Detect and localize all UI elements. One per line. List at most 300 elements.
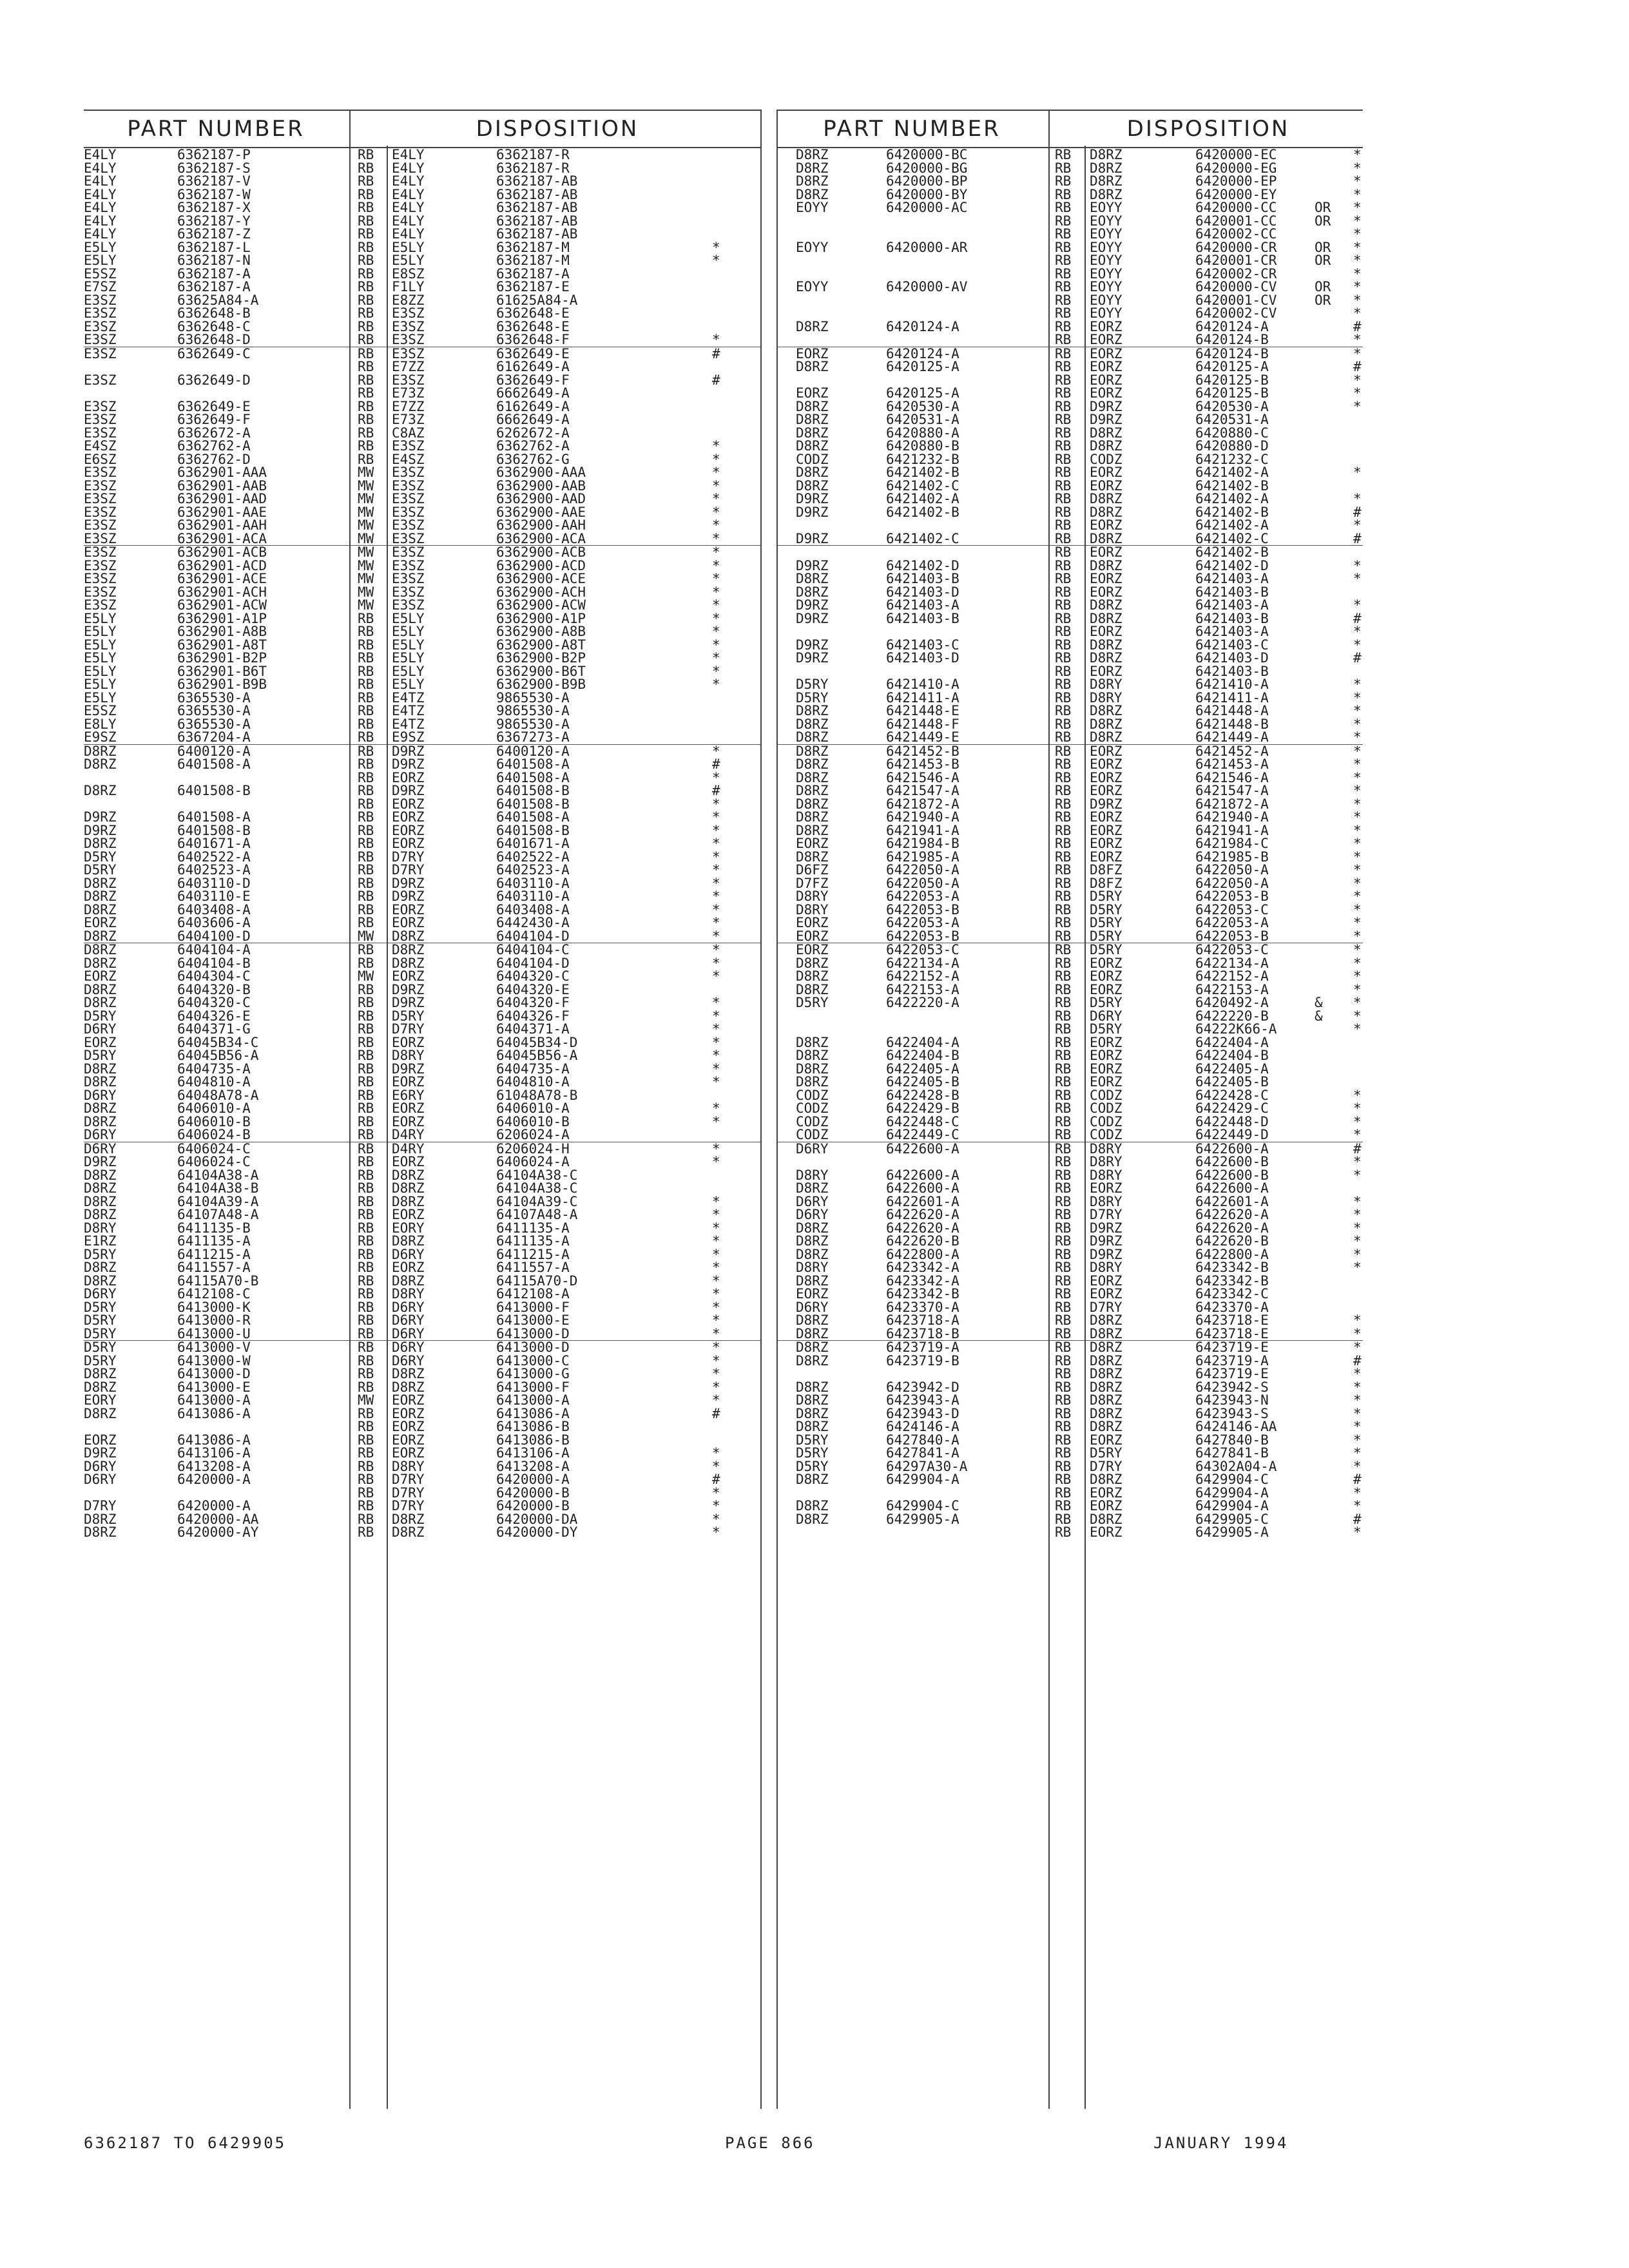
disposition-prefix: E3SZ — [392, 345, 425, 361]
part-prefix: E4LY — [84, 160, 117, 176]
disposition-number: 6421402-A — [1195, 465, 1269, 480]
disposition-prefix: D8RY — [1090, 1260, 1123, 1275]
table-row — [776, 1075, 1363, 1089]
mark: # — [1353, 504, 1362, 520]
mark: * — [1353, 253, 1362, 268]
part-prefix: EORY — [84, 1392, 117, 1408]
disposition-number: 6421453-A — [1195, 756, 1269, 772]
disposition-prefix: E5LY — [392, 624, 425, 639]
table-row — [776, 333, 1363, 347]
part-number: 6413000-V — [177, 1340, 251, 1355]
disposition-code: RB — [1055, 955, 1072, 971]
part-prefix: E3SZ — [84, 504, 117, 520]
part-prefix: D8RZ — [796, 716, 829, 732]
part-prefix: D8RZ — [84, 836, 117, 851]
part-prefix: D8RZ — [84, 942, 117, 957]
part-prefix: D5RY — [84, 1352, 117, 1369]
table-row — [84, 996, 760, 1010]
part-number: 6420000-AC — [886, 200, 968, 215]
table-row — [776, 731, 1363, 745]
disposition-prefix: EORZ — [392, 1154, 425, 1169]
part-number: 6420000-AV — [886, 279, 968, 294]
part-prefix: D8RZ — [796, 1273, 829, 1289]
part-prefix: D8RZ — [84, 928, 117, 944]
disposition-prefix: D8RZ — [392, 1233, 425, 1249]
disposition-prefix: D8RY — [392, 1458, 425, 1474]
table-row — [84, 453, 760, 466]
disposition-prefix: EORZ — [1090, 809, 1123, 825]
disposition-prefix: D8RZ — [392, 955, 425, 971]
mark: # — [1353, 1352, 1362, 1369]
part-prefix: D8RZ — [796, 438, 829, 454]
disposition-prefix: E4LY — [392, 147, 425, 162]
disposition-prefix: EOYY — [1090, 226, 1123, 242]
table-row — [84, 665, 760, 678]
disposition-prefix: D4RY — [392, 1127, 425, 1142]
mark: * — [712, 1193, 720, 1209]
disposition-code: RB — [358, 438, 374, 454]
disposition-number: 6421403-A — [1195, 624, 1269, 639]
table-row — [84, 1036, 760, 1050]
disposition-code: RB — [1055, 783, 1072, 798]
disposition-number: 6420000-CC — [1195, 200, 1277, 215]
table-row — [84, 1208, 760, 1222]
disposition-number: 6411557-A — [496, 1260, 570, 1275]
disposition-code: RB — [358, 253, 374, 268]
part-number: 6362901-ACE — [177, 571, 267, 586]
mark: * — [1353, 186, 1362, 202]
table-row — [84, 850, 760, 864]
part-prefix: E3SZ — [84, 465, 117, 480]
disposition-number: 6420124-B — [1195, 332, 1269, 347]
table-row — [84, 1049, 760, 1062]
disposition-code: RB — [1055, 571, 1072, 586]
disposition-prefix: D8RZ — [392, 1193, 425, 1209]
table-row — [84, 1446, 760, 1460]
table-row — [84, 771, 760, 785]
disposition-number: 6421402-A — [1195, 517, 1269, 533]
disposition-prefix: EORZ — [1090, 743, 1123, 759]
disposition-number: 6401508-B — [496, 822, 570, 838]
part-prefix: D8RZ — [84, 1061, 117, 1077]
part-number: 6423718-B — [886, 1325, 959, 1341]
disposition-number: 64045B56-A — [496, 1048, 578, 1063]
disposition-prefix: E5LY — [392, 637, 425, 653]
disposition-code: RB — [358, 160, 374, 176]
part-prefix: D8RZ — [796, 1419, 829, 1434]
disposition-code: RB — [1055, 769, 1072, 785]
disposition-code: RB — [1055, 1379, 1072, 1395]
disposition-prefix: EORZ — [1090, 477, 1123, 494]
disposition-number: 6423942-S — [1195, 1379, 1269, 1395]
part-prefix: D8RZ — [84, 1207, 117, 1222]
part-number: 6362901-AAD — [177, 491, 267, 506]
disposition-number: 6420000-DY — [496, 1524, 578, 1540]
part-prefix: E1RZ — [84, 1233, 117, 1249]
disposition-number: 64107A48-A — [496, 1207, 578, 1222]
table-row — [84, 1248, 760, 1262]
part-prefix: D8RZ — [796, 1379, 829, 1395]
mark: * — [1353, 769, 1362, 785]
disposition-prefix: D5RY — [1090, 915, 1123, 930]
disposition-number: 6420125-B — [1195, 372, 1269, 388]
disposition-prefix: D8RZ — [392, 1511, 425, 1527]
disposition-prefix: EOYY — [1090, 292, 1123, 308]
disposition-number: 6362900-AAA — [496, 465, 586, 480]
part-prefix: E5SZ — [84, 703, 117, 718]
disposition-prefix: D8RZ — [392, 1180, 425, 1196]
disposition-number: 6420125-A — [1195, 359, 1269, 374]
part-prefix: D8RZ — [84, 875, 117, 891]
right-disposition-header: DISPOSITION — [1126, 116, 1290, 142]
disposition-number: 6411135-A — [496, 1233, 570, 1249]
disposition-code: RB — [1055, 995, 1072, 1010]
disposition-number: 6421403-B — [1195, 610, 1269, 626]
mark: * — [712, 597, 720, 613]
disposition-number: 6420002-CV — [1195, 305, 1277, 321]
mark: # — [1353, 1140, 1362, 1157]
disposition-prefix: EORZ — [392, 1113, 425, 1129]
disposition-prefix: E4LY — [392, 186, 425, 202]
part-number: 6421232-B — [886, 451, 959, 467]
mark: * — [1353, 796, 1362, 812]
right-column — [776, 110, 1363, 1539]
disposition-number: 6362900-A8B — [496, 624, 586, 639]
mark: * — [712, 1074, 720, 1090]
disposition-prefix: EOYY — [1090, 213, 1123, 229]
disposition-code: RB — [1055, 1392, 1072, 1408]
disposition-prefix: EOYY — [1090, 305, 1123, 321]
part-prefix: D5RY — [796, 689, 829, 706]
disposition-prefix: D7RY — [392, 849, 425, 865]
table-row — [84, 1222, 760, 1235]
part-prefix: D8RZ — [796, 849, 829, 865]
disposition-number: 6362900-B6T — [496, 663, 586, 679]
table-row — [84, 175, 760, 188]
table-row — [84, 1526, 760, 1539]
disposition-code: RB — [358, 1021, 374, 1037]
part-prefix: D9RZ — [84, 809, 117, 825]
disposition-number: 6420530-A — [1195, 398, 1269, 414]
disposition-code: MW — [358, 597, 374, 613]
disposition-number: 6206024-A — [496, 1127, 570, 1142]
disposition-prefix: E8ZZ — [392, 292, 425, 308]
disposition-code: RB — [358, 412, 374, 427]
mark: * — [712, 1485, 720, 1501]
table-row — [84, 890, 760, 903]
disposition-prefix: EORZ — [1090, 663, 1123, 679]
disposition-number: 6413000-E — [496, 1312, 570, 1328]
disposition-prefix: EORZ — [392, 1034, 425, 1050]
disposition-number: 6367273-A — [496, 729, 570, 745]
disposition-prefix: EORZ — [1090, 1048, 1123, 1063]
mark: # — [1353, 610, 1362, 626]
disposition-code: RB — [1055, 1498, 1072, 1514]
part-number: 6362762-A — [177, 438, 251, 454]
table-row — [84, 1195, 760, 1209]
table-row — [84, 360, 760, 374]
table-row — [84, 333, 760, 347]
disposition-number: 6362187-M — [496, 239, 570, 255]
mark: # — [1353, 530, 1362, 546]
disposition-code: RB — [358, 809, 374, 825]
disposition-prefix: D9RZ — [392, 995, 425, 1010]
mark: # — [712, 345, 720, 361]
part-prefix: EORZ — [84, 1432, 117, 1448]
table-row — [776, 1049, 1363, 1062]
table-row — [84, 1169, 760, 1182]
disposition-prefix: D8RZ — [1090, 610, 1123, 626]
part-prefix: E3SZ — [84, 318, 117, 334]
table-row — [776, 307, 1363, 320]
disposition-code: RB — [1055, 477, 1072, 494]
part-prefix: E5LY — [84, 253, 117, 268]
part-number: 6422600-A — [886, 1140, 959, 1157]
disposition-code: RB — [1055, 703, 1072, 718]
disposition-prefix: EORY — [392, 1220, 425, 1236]
part-number: 6420124-A — [886, 345, 959, 361]
mark: * — [712, 530, 720, 546]
disposition-number: 6422050-A — [1195, 862, 1269, 878]
part-prefix: E4LY — [84, 173, 117, 189]
part-prefix: E3SZ — [84, 557, 117, 573]
table-row — [776, 957, 1363, 970]
disposition-number: 6420000-DA — [496, 1511, 578, 1527]
part-prefix: D8RZ — [796, 756, 829, 772]
disposition-code: RB — [358, 1113, 374, 1129]
disposition-prefix: D9RZ — [392, 1061, 425, 1077]
disposition-number: 6442430-A — [496, 915, 570, 930]
disposition-number: 6423718-E — [1195, 1312, 1269, 1328]
disposition-code: RB — [358, 279, 374, 294]
disposition-prefix: D5RY — [392, 1008, 425, 1024]
disposition-prefix: D8RY — [1090, 1140, 1123, 1157]
disposition-number: 6401508-A — [496, 809, 570, 825]
disposition-prefix: D8RZ — [1090, 557, 1123, 573]
disposition-number: 6422152-A — [1195, 968, 1269, 984]
disposition-number: 6362900-AAB — [496, 477, 586, 494]
disposition-prefix: D8RZ — [1090, 1511, 1123, 1527]
mark: * — [1353, 849, 1362, 865]
disposition-prefix: EORZ — [392, 1100, 425, 1116]
disposition-prefix: D8RY — [1090, 1193, 1123, 1209]
table-row — [84, 427, 760, 440]
disposition-prefix: D9RZ — [1090, 796, 1123, 812]
disposition-code: RB — [358, 729, 374, 745]
part-number: 6362901-A8B — [177, 624, 267, 639]
part-prefix: D5RY — [796, 1432, 829, 1448]
disposition-number: 6404104-D — [496, 955, 570, 971]
mark: * — [1353, 1246, 1362, 1262]
disposition-number: 6423718-E — [1195, 1325, 1269, 1341]
mark: * — [712, 1207, 720, 1222]
mark: * — [1353, 1458, 1362, 1474]
disposition-code: RB — [358, 451, 374, 467]
table-row — [84, 227, 760, 241]
disposition-code: MW — [358, 557, 374, 573]
disposition-code: RB — [1055, 650, 1072, 666]
part-number: 6362762-D — [177, 451, 251, 467]
part-number: 6362187-X — [177, 200, 251, 215]
disposition-code: RB — [1055, 716, 1072, 732]
table-row — [776, 1274, 1363, 1288]
disposition-prefix: E5LY — [392, 253, 425, 268]
table-row — [84, 347, 760, 361]
part-prefix: D8RZ — [796, 1034, 829, 1050]
disposition-code: RB — [358, 239, 374, 255]
table-row — [84, 1155, 760, 1169]
disposition-code: RB — [1055, 1273, 1072, 1289]
table-row — [776, 890, 1363, 903]
disposition-code: RB — [358, 1008, 374, 1024]
disposition-code: RB — [1055, 677, 1072, 692]
mark: * — [712, 995, 720, 1010]
table-row — [776, 996, 1363, 1010]
part-number: 6362901-B2P — [177, 650, 267, 666]
mark: * — [1353, 1498, 1362, 1514]
disposition-prefix: E3SZ — [392, 584, 425, 600]
part-prefix: EORZ — [796, 928, 829, 944]
disposition-number: 64104A38-C — [496, 1167, 578, 1183]
disposition-code: RB — [1055, 1260, 1072, 1275]
part-number: 6362901-A8T — [177, 637, 267, 653]
part-prefix: D9RZ — [796, 610, 829, 626]
disposition-number: 6422428-C — [1195, 1087, 1269, 1103]
left-rows — [84, 148, 760, 1539]
disposition-number: 6162649-A — [496, 398, 570, 414]
disposition-prefix: EORZ — [1090, 465, 1123, 480]
disposition-number: 6413000-F — [496, 1299, 570, 1315]
mark: * — [712, 1325, 720, 1341]
disposition-code: RB — [1055, 332, 1072, 347]
disposition-number: 6413000-G — [496, 1366, 570, 1381]
part-number: 6404104-A — [177, 942, 251, 957]
mark: * — [1353, 1008, 1362, 1024]
disposition-prefix: EORZ — [392, 769, 425, 785]
disposition-number: 6420000-B — [496, 1498, 570, 1514]
disposition-number: 6362187-E — [496, 279, 570, 294]
part-prefix: E6SZ — [84, 451, 117, 467]
part-number: 6362187-W — [177, 186, 251, 202]
mark: * — [1353, 928, 1362, 944]
disposition-prefix: D7RY — [392, 862, 425, 878]
disposition-prefix: EORZ — [392, 1432, 425, 1448]
disposition-number: 61625A84-A — [496, 292, 578, 308]
disposition-prefix: D8RY — [1090, 1167, 1123, 1183]
disposition-code: RB — [1055, 1524, 1072, 1540]
table-row — [84, 903, 760, 917]
part-prefix: E3SZ — [84, 412, 117, 427]
disposition-number: 6423943-S — [1195, 1405, 1269, 1421]
table-row — [776, 639, 1363, 652]
part-number: 6422152-A — [886, 968, 959, 984]
mark: * — [712, 1498, 720, 1514]
disposition-prefix: CODZ — [1090, 451, 1123, 467]
disposition-number: 64045B34-D — [496, 1034, 578, 1050]
disposition-prefix: E9SZ — [392, 729, 425, 745]
disposition-code: RB — [358, 1074, 374, 1090]
part-prefix: E3SZ — [84, 491, 117, 506]
part-prefix: E3SZ — [84, 584, 117, 600]
table-row — [84, 201, 760, 215]
disposition-prefix: D4RY — [392, 1140, 425, 1157]
disposition-code: RB — [1055, 1286, 1072, 1302]
disposition-code: MW — [358, 530, 374, 546]
part-number: 6413000-K — [177, 1299, 251, 1315]
disposition-code: RB — [1055, 425, 1072, 441]
disposition-code: RB — [1055, 901, 1072, 918]
part-number: 6420000-AA — [177, 1511, 259, 1527]
table-row — [84, 625, 760, 639]
disposition-prefix: D9RZ — [1090, 412, 1123, 427]
part-number: 6411135-A — [177, 1233, 251, 1249]
mark: * — [712, 637, 720, 653]
disposition-code: RB — [1055, 610, 1072, 626]
table-row — [776, 1499, 1363, 1513]
part-number: 6422600-A — [886, 1167, 959, 1183]
table-row — [84, 1327, 760, 1341]
part-number: 6422053-C — [886, 942, 959, 957]
table-row — [84, 704, 760, 718]
part-prefix: D6RY — [84, 1286, 117, 1302]
mark: * — [712, 1246, 720, 1262]
disposition-code: RB — [1055, 1485, 1072, 1501]
mark: * — [712, 451, 720, 467]
disposition-number: 64302A04-A — [1195, 1458, 1277, 1474]
disposition-code: RB — [358, 875, 374, 891]
disposition-code: RB — [358, 213, 374, 229]
mark: * — [1353, 1087, 1362, 1103]
part-number: 6400120-A — [177, 743, 251, 759]
disposition-prefix: D5RY — [1090, 995, 1123, 1010]
mark: * — [1353, 729, 1362, 745]
disposition-number: 6413106-A — [496, 1445, 570, 1461]
disposition-prefix: EORZ — [392, 1260, 425, 1275]
part-prefix: E3SZ — [84, 597, 117, 613]
disposition-prefix: D9RZ — [392, 875, 425, 891]
disposition-number: 6422449-D — [1195, 1127, 1269, 1142]
disposition-number: 6420880-D — [1195, 438, 1269, 454]
part-number: 6413086-A — [177, 1405, 251, 1421]
part-prefix: D9RZ — [796, 491, 829, 506]
disposition-number: 6362187-AB — [496, 200, 578, 215]
disposition-prefix: E4TZ — [392, 716, 425, 732]
part-prefix: D8RZ — [796, 1472, 829, 1487]
disposition-prefix: E3SZ — [392, 332, 425, 347]
part-number: 6422601-A — [886, 1193, 959, 1209]
table-row — [776, 1486, 1363, 1500]
part-prefix: D8RZ — [796, 160, 829, 176]
mark: # — [712, 756, 720, 772]
disposition-code: RB — [358, 1167, 374, 1183]
disposition-code: RB — [1055, 822, 1072, 838]
disposition-code: MW — [358, 1392, 374, 1408]
disposition-number: 6362187-AB — [496, 186, 578, 202]
disposition-code: RB — [358, 637, 374, 653]
table-row — [776, 1208, 1363, 1222]
disposition-prefix: D8RZ — [1090, 1379, 1123, 1395]
mark: * — [1353, 783, 1362, 798]
disposition-code: RB — [358, 1286, 374, 1302]
table-row — [776, 1142, 1363, 1156]
disposition-code: RB — [1055, 1074, 1072, 1090]
table-row — [84, 320, 760, 334]
part-prefix: E5LY — [84, 663, 117, 679]
disposition-number: 6401508-A — [496, 756, 570, 772]
disposition-number: 6420000-EY — [1195, 186, 1277, 202]
part-number: 6406024-C — [177, 1140, 251, 1157]
disposition-prefix: D8RZ — [1090, 1472, 1123, 1487]
